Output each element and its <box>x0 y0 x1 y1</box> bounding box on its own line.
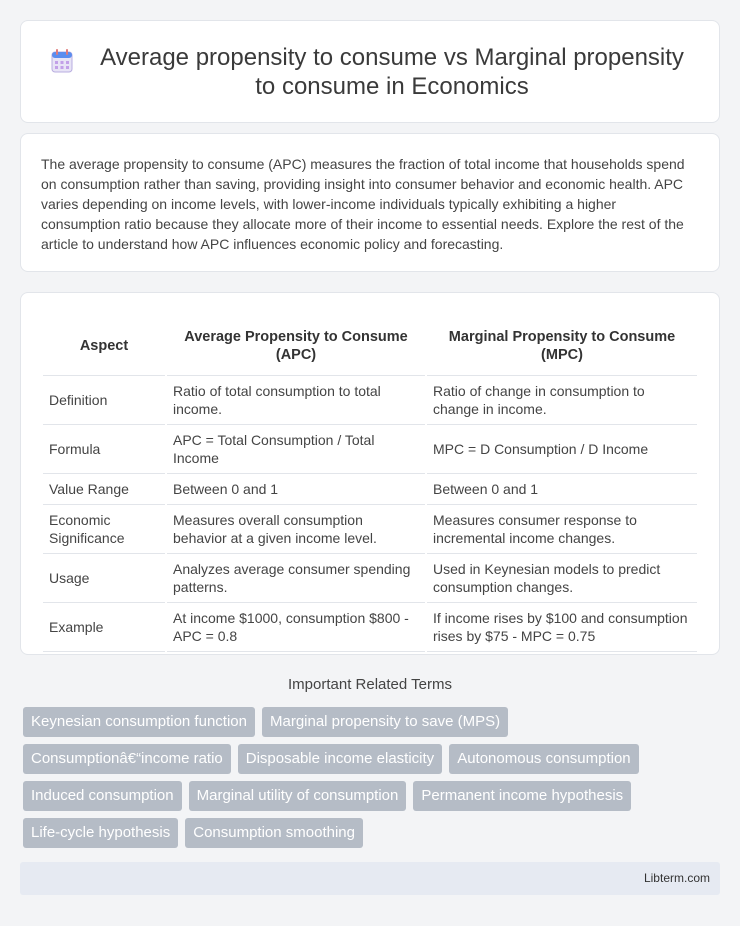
tag-row <box>23 744 723 774</box>
title-card <box>20 20 720 123</box>
related-term-tag[interactable]: Life-cycle hypothesis <box>23 818 178 848</box>
footer <box>20 862 720 895</box>
header-mpc: Marginal Propensity to Consume (MPC) <box>427 313 697 376</box>
apc-cell: APC = Total Consumption / Total Income <box>167 425 425 474</box>
calendar-icon <box>51 49 73 73</box>
header-apc: Average Propensity to Consume (APC) <box>167 313 425 376</box>
table-row <box>43 554 697 603</box>
related-terms-list <box>23 707 723 855</box>
intro-card <box>20 133 720 272</box>
aspect-cell: Example <box>43 603 165 652</box>
header-aspect: Aspect <box>43 313 165 376</box>
intro-paragraph: The average propensity to consume (APC) measures the fraction of total income that households spend on consumption rather than saving, providing insight into consumer behavior and economic health. APC varies depending on income levels, with lower-income individuals typically exhibiting a higher consumption ratio because they allocate more of their income to essential needs. Explore the rest of the article to understand how APC influences economic policy and forecasting. <box>41 156 685 252</box>
related-term-tag[interactable]: Consumptionâ€“income ratio <box>23 744 231 774</box>
table-row <box>43 474 697 505</box>
footer-site-link[interactable]: Libterm.com <box>643 871 710 885</box>
related-term-tag[interactable]: Marginal propensity to save (MPS) <box>262 707 508 737</box>
aspect-cell: Usage <box>43 554 165 603</box>
mpc-cell: Used in Keynesian models to predict consumption changes. <box>427 554 697 603</box>
mpc-cell: Ratio of change in consumption to change in income. <box>427 376 697 425</box>
apc-cell: Measures overall consumption behavior at a given income level. <box>167 505 425 554</box>
tag-row <box>23 818 723 848</box>
title-wrap <box>21 43 719 101</box>
aspect-cell: Formula <box>43 425 165 474</box>
related-term-tag[interactable]: Autonomous consumption <box>449 744 638 774</box>
tag-row <box>23 781 723 811</box>
related-term-tag[interactable]: Marginal utility of consumption <box>189 781 407 811</box>
apc-cell: Between 0 and 1 <box>167 474 425 505</box>
mpc-cell: MPC = D Consumption / D Income <box>427 425 697 474</box>
table-row <box>43 603 697 652</box>
related-term-tag[interactable]: Keynesian consumption function <box>23 707 255 737</box>
apc-cell: At income $1000, consumption $800 - APC = 0.8 <box>167 603 425 652</box>
page-title: Average propensity to consume vs Marginal propensity to consume in Economics <box>100 43 684 100</box>
tag-row <box>23 707 723 737</box>
aspect-cell: Economic Significance <box>43 505 165 554</box>
related-terms-title: Important Related Terms <box>288 676 452 693</box>
related-term-tag[interactable]: Permanent income hypothesis <box>413 781 631 811</box>
mpc-cell: If income rises by $100 and consumption rises by $75 - MPC = 0.75 <box>427 603 697 652</box>
comparison-table <box>41 313 699 652</box>
related-term-tag[interactable]: Induced consumption <box>23 781 182 811</box>
apc-cell: Ratio of total consumption to total income. <box>167 376 425 425</box>
aspect-cell: Value Range <box>43 474 165 505</box>
table-row <box>43 505 697 554</box>
mpc-cell: Between 0 and 1 <box>427 474 697 505</box>
table-header-row <box>43 313 697 376</box>
table-row <box>43 425 697 474</box>
related-term-tag[interactable]: Disposable income elasticity <box>238 744 442 774</box>
table-row <box>43 376 697 425</box>
mpc-cell: Measures consumer response to incremental income changes. <box>427 505 697 554</box>
comparison-card <box>20 292 720 655</box>
aspect-cell: Definition <box>43 376 165 425</box>
apc-cell: Analyzes average consumer spending patterns. <box>167 554 425 603</box>
related-term-tag[interactable]: Consumption smoothing <box>185 818 363 848</box>
